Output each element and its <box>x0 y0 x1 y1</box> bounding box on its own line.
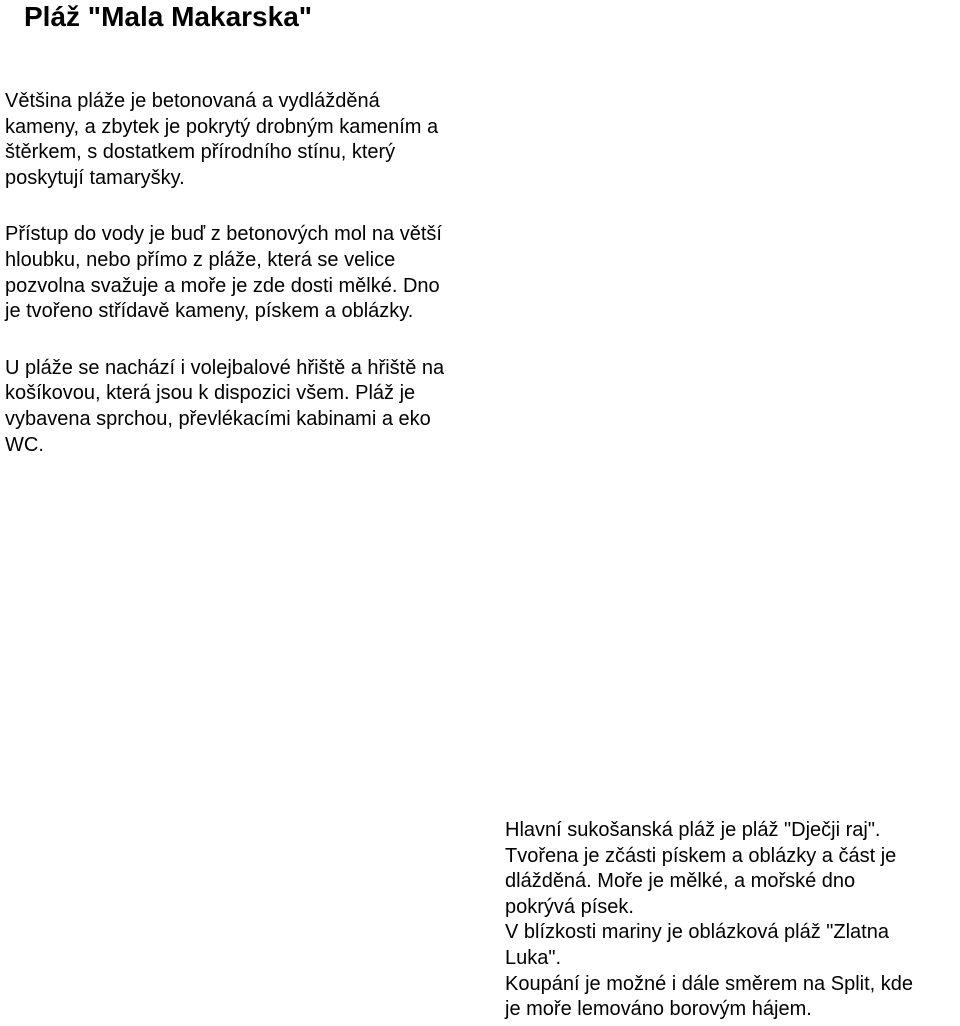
text-line: štěrkem, s dostatkem přírodního stínu, který <box>5 141 396 164</box>
left-column <box>5 89 505 458</box>
right-column <box>505 818 960 1023</box>
text-line: Hlavní sukošanská pláž je pláž "Dječji raj". <box>505 819 881 841</box>
paragraph-surface <box>5 89 505 191</box>
text-line: pozvolna svažuje a moře je zde dosti mělké. Dno <box>5 274 440 297</box>
text-line: U pláže se nachází i volejbalové hřiště a hřiště na <box>5 356 445 379</box>
page-title: Pláž "Mala Makarska" <box>24 1 313 32</box>
text-line: Přístup do vody je buď z betonových mol na větší <box>5 223 442 246</box>
text-line: V blízkosti mariny je oblázková pláž "Zlatna <box>505 921 889 944</box>
text-line: dlážděná. Moře je mělké, a mořské dno <box>505 870 856 893</box>
text-line: Luka". <box>505 946 562 969</box>
text-line: hloubku, nebo přímo z pláže, která se velice <box>5 248 396 271</box>
paragraph-water-access <box>5 222 505 324</box>
paragraph-other-beaches <box>505 818 960 1023</box>
text-line: kameny, a zbytek je pokrytý drobným kamením a <box>5 115 439 138</box>
text-line: košíkovou, která jsou k dispozici všem. Pláž je <box>5 382 416 405</box>
text-line: pokrývá písek. <box>505 895 634 918</box>
paragraph-facilities <box>5 356 505 458</box>
text-line: Většina pláže je betonovaná a vydlážděná <box>5 90 380 112</box>
text-line: vybavena sprchou, převlékacími kabinami a eko <box>5 407 431 430</box>
text-line: WC. <box>5 433 44 456</box>
text-line: poskytují tamaryšky. <box>5 166 185 189</box>
text-line: Koupání je možné i dále směrem na Split, kde <box>505 972 913 995</box>
text-line: je tvořeno střídavě kameny, pískem a oblázky. <box>5 300 414 323</box>
text-line: je moře lemováno borovým hájem. <box>505 998 812 1021</box>
text-line: Tvořena je zčásti pískem a oblázky a část je <box>505 844 897 867</box>
